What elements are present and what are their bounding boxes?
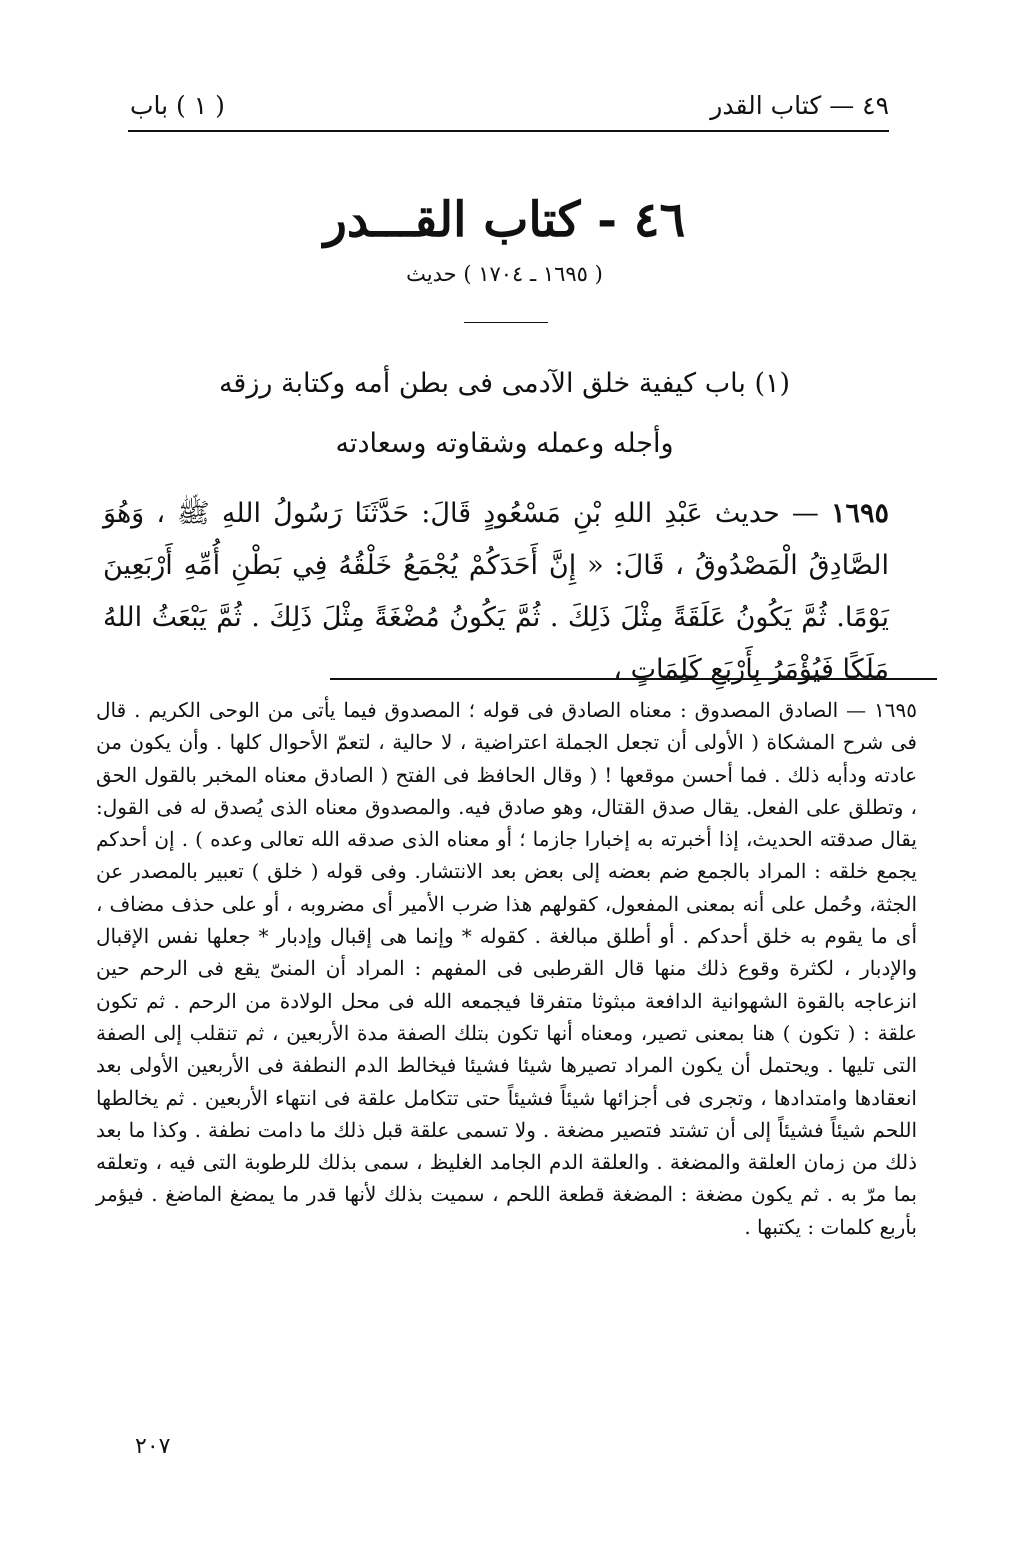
chapter-heading bbox=[150, 354, 859, 474]
hadith-body: — حديث عَبْدِ اللهِ بْنِ مَسْعُودٍ قَالَ: حَدَّثَنَا رَسُولُ اللهِ ﷺ ، وَهُوَ الصَّادِقُ الْمَصْدُوقُ ، قَالَ: « إِنَّ أَحَدَكُمْ يُجْمَعُ خَلْقُهُ فِي بَطْنِ أُمِّهِ أَرْبَعِينَ يَوْمًا. ثُمَّ يَكُونُ عَلَقَةً مِثْلَ ذَلِكَ . ثُمَّ يَكُونُ مُضْغَةً مِثْلَ ذَلِكَ . ثُمَّ يَبْعَثُ اللهُ مَلَكًا فَيُؤْمَرُ بِأَرْبَعِ كَلِمَاتٍ ، bbox=[103, 498, 889, 685]
header-chapter-label: ( ١ ) باب bbox=[130, 90, 225, 120]
chapter-heading-line-1: (١) باب كيفية خلق الآدمى فى بطن أمه وكتابة رزقه bbox=[218, 368, 791, 399]
hadith-range: ( ١٦٩٥ ـ ١٧٠٤ ) حديث bbox=[406, 262, 603, 286]
header-book-title: ٤٩ — كتاب القدر bbox=[710, 90, 889, 120]
running-header bbox=[130, 82, 889, 128]
hadith-number: ١٦٩٥ bbox=[830, 498, 889, 529]
footnote-separator bbox=[330, 678, 937, 680]
hadith-text bbox=[103, 488, 889, 696]
book-title: ٤٦ - كتاب القـــدر bbox=[323, 192, 686, 248]
commentary-text: ١٦٩٥ — الصادق المصدوق : معناه الصادق فى قوله ؛ المصدوق فيما يأتى من الوحى الكريم . قال فى شرح المشكاة ( الأولى أن تجعل الجملة اعتراضية ، لا حالية ، لتعمّ الأحوال كلها . وأن يكون من عادته ودأبه ذلك . فما أحسن موقعها ! ( وقال الحافظ فى الفتح ( الصادق معناه المخبر بالقول الحق ، وتطلق على الفعل. يقال صدق القتال، وهو صادق فيه. والمصدوق معناه الذى يُصدق له فى القول: يقال صدقته الحديث، إذا أخبرته به إخبارا جازما ؛ أو معناه الذى صدقه الله تعالى وعده ) . إن أحدكم يجمع خلقه : المراد بالجمع ضم بعضه إلى بعض بعد الانتشار. وفى قوله ( خلق ) تعبير بالمصدر عن الجثة، وحُمل على أنه بمعنى المفعول، كقولهم هذا ضرب الأمير أى مضروبه ، أو على حذف مضاف ، أى ما يقوم به خلق أحدكم . أو أطلق مبالغة . كقوله * وإنما هى إقبال وإدبار * جعلها نفس الإقبال والإدبار ، لكثرة وقوع ذلك منها قال القرطبى فى المفهم : المراد أن المنىّ يقع فى الرحم حين انزعاجه بالقوة الشهوانية الدافعة مبثوثا متفرقا فيجمعه الله فى محل الولادة من الرحم . ثم تكون علقة : ( تكون ) هنا بمعنى تصير، ومعناه أنها تكون بتلك الصفة مدة الأربعين ، ثم تنقلب إلى الصفة التى تليها . ويحتمل أن يكون المراد تصيرها شيئا فشيئا فيخالط الدم النطفة فى الأربعين الأولى بعد انعقادها وامتدادها ، وتجرى فى أجزائها شيئاً فشيئاً حتى تتكامل علقة فى انتهاء الأربعين . ثم يخالطها اللحم شيئاً فشيئاً إلى أن تشتد فتصير مضغة . ولا تسمى علقة قبل ذلك ما دامت نطفة . وكذا ما بعد ذلك من زمان العلقة والمضغة . والعلقة الدم الجامد الغليظ ، سمى بذلك للرطوبة التى فيه ، وتعلقه بما مرّ به . ثم يكون مضغة : المضغة قطعة اللحم ، سميت بذلك لأنها قدر ما يمضغ الماضغ . فيؤمر بأربع كلمات : يكتبها . bbox=[96, 698, 917, 1239]
header-rule bbox=[128, 130, 889, 132]
title-divider bbox=[464, 322, 548, 323]
page-number: ٢٠٧ bbox=[135, 1434, 171, 1459]
chapter-heading-line-2: وأجله وعمله وشقاوته وسعادته bbox=[335, 428, 674, 459]
